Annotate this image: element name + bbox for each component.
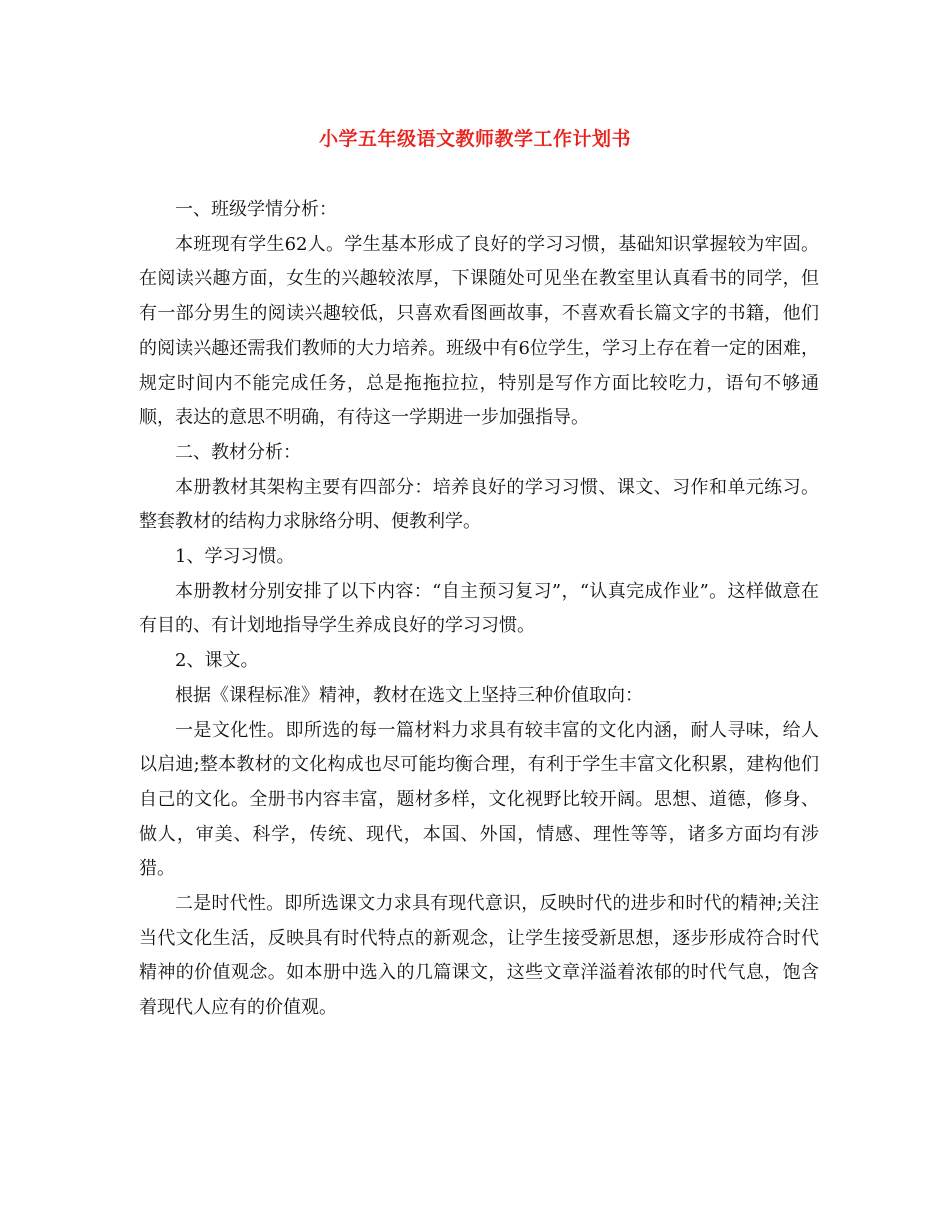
subheading-texts: 2、课文。 <box>175 650 259 672</box>
paragraph-value-orientations: 根据《课程标准》精神，教材在选文上坚持三种价值取向： <box>175 684 643 706</box>
paragraph-contemporary-nature: 二是时代性。即所选课文力求具有现代意识，反映时代的进步和时代的精神;关注当代文化生活，反映具有时代特点的新观念，让学生接受新思想，逐步形成符合时代精神的价值观念。如本册中选入的几篇课文，这些文章洋溢着浓郁的时代气息，饱含着现代人应有的价值观。 <box>139 893 819 1019</box>
paragraph-textbook-structure: 本册教材其架构主要有四部分：培养良好的学习习惯、课文、习作和单元练习。整套教材的结构力求脉络分明、便教利学。 <box>139 476 819 533</box>
document-title: 小学五年级语文教师教学工作计划书 <box>318 128 631 150</box>
section-heading-class-analysis: 一、班级学情分析： <box>175 199 337 220</box>
document-body <box>139 193 819 1026</box>
subheading-study-habits: 1、学习习惯。 <box>175 546 295 568</box>
section-heading-textbook-analysis: 二、教材分析： <box>175 441 301 463</box>
paragraph-class-analysis: 本班现有学生62人。学生基本形成了良好的学习习惯，基础知识掌握较为牢固。在阅读兴趣方面，女生的兴趣较浓厚，下课随处可见坐在教室里认真看书的同学，但有一部分男生的阅读兴趣较低，只喜欢看图画故事，不喜欢看长篇文字的书籍，他们的阅读兴趣还需我们教师的大力培养。班级中有6位学生，学习上存在着一定的困难，规定时间内不能完成任务，总是拖拖拉拉，特别是写作方面比较吃力，语句不够通顺，表达的意思不明确，有待这一学期进一步加强指导。 <box>139 233 819 429</box>
paragraph-cultural-nature: 一是文化性。即所选的每一篇材料力求具有较丰富的文化内涵，耐人寻味，给人以启迪;整本教材的文化构成也尽可能均衡合理，有利于学生丰富文化积累，建构他们自己的文化。全册书内容丰富，题材多样，文化视野比较开阔。思想、道德，修身、做人，审美、科学，传统、现代，本国、外国，情感、理性等等，诸多方面均有涉猎。 <box>139 719 819 880</box>
paragraph-study-habits: 本册教材分别安排了以下内容：“自主预习复习”，“认真完成作业”。这样做意在有目的、有计划地指导学生养成良好的学习习惯。 <box>139 580 819 637</box>
